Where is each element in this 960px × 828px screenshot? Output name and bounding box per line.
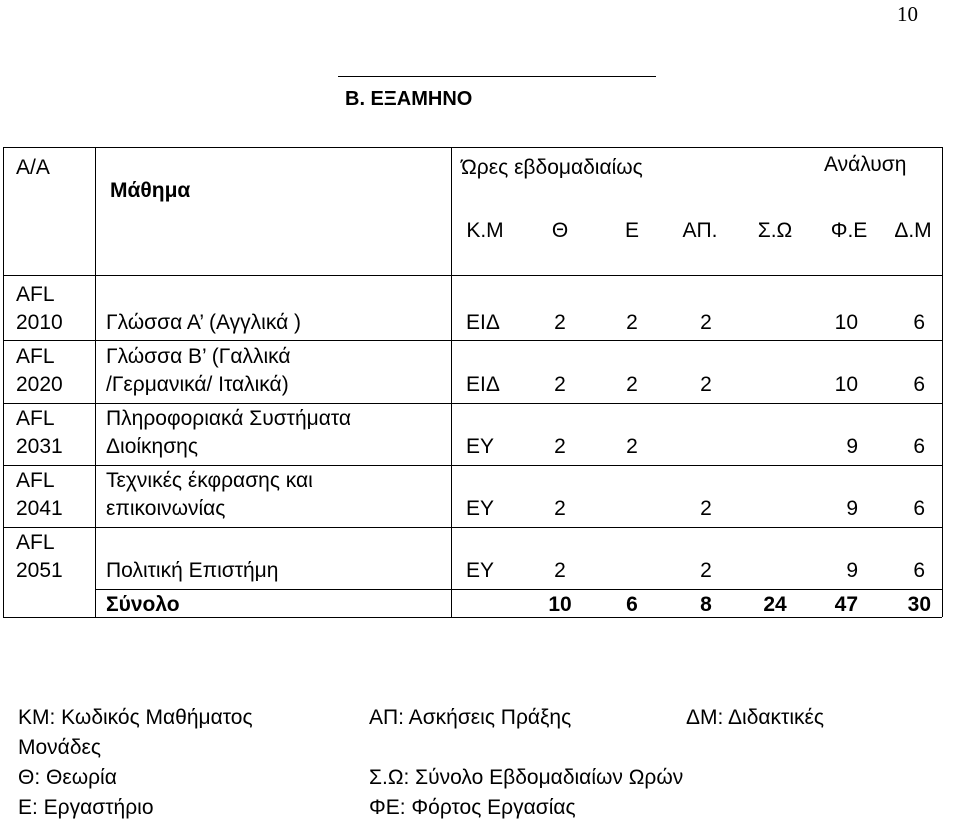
row4-km: ΕΥ [466, 497, 495, 520]
row4-code-number: 2041 [16, 497, 63, 520]
row4-dm: 6 [913, 497, 925, 520]
row3-title-line1: Πληροφοριακά Συστήματα [106, 407, 352, 430]
legend-dm: ΔΜ: Διδακτικές [686, 706, 824, 729]
row4-code-prefix: AFL [16, 469, 55, 492]
row4-th: 2 [554, 497, 566, 520]
row2-so: 2 [700, 373, 712, 396]
header-col-fe: Φ.Ε [830, 219, 868, 242]
row3-fe: 9 [846, 435, 858, 458]
table-divider-course [451, 147, 452, 617]
row3-title-line2: Διοίκησης [106, 435, 198, 458]
row1-code-prefix: AFL [16, 283, 55, 306]
table-border-left [3, 147, 4, 617]
row1-ap: 2 [626, 311, 638, 334]
total-dm: 30 [907, 593, 931, 616]
legend-ap: ΑΠ: Ασκήσεις Πράξης [369, 706, 572, 729]
row1-so: 2 [700, 311, 712, 334]
row2-dm: 6 [913, 373, 925, 396]
row4-fe: 9 [846, 497, 858, 520]
page-number: 10 [897, 2, 918, 26]
row2-title-line1: Γλώσσα Β’ (Γαλλικά [106, 345, 291, 368]
total-th: 10 [548, 593, 572, 616]
row4-title-line2: επικοινωνίας [106, 497, 226, 520]
table-border-right [942, 147, 943, 617]
row3-code-number: 2031 [16, 435, 63, 458]
row1-km: ΕΙΔ [466, 311, 500, 334]
row1-code-number: 2010 [16, 311, 63, 334]
row3-km: ΕΥ [466, 435, 495, 458]
total-divider [95, 589, 942, 590]
header-rule [338, 76, 656, 77]
row5-dm: 6 [913, 559, 925, 582]
total-label: Σύνολο [106, 593, 180, 616]
table-divider-code [95, 147, 96, 617]
row1-fe: 10 [834, 311, 858, 334]
row5-ap: 2 [700, 559, 712, 582]
header-col-km: Κ.Μ [466, 219, 504, 242]
row1-dm: 6 [913, 311, 925, 334]
row2-fe: 10 [834, 373, 858, 396]
row5-code-number: 2051 [16, 559, 63, 582]
row-divider-2 [3, 403, 942, 404]
total-so: 24 [763, 593, 787, 616]
row1-title: Γλώσσα Α’ (Αγγλικά ) [106, 311, 302, 334]
legend-km: ΚΜ: Κωδικός Μαθήματος [18, 706, 253, 729]
header-col-e: Ε [624, 219, 640, 242]
total-fe: 47 [834, 593, 858, 616]
legend-dm-continued: Μονάδες [18, 736, 101, 759]
row2-th: 2 [554, 373, 566, 396]
row5-fe: 9 [846, 559, 858, 582]
header-hours: Ώρες εβδομαδιαίως [461, 156, 643, 179]
row2-code-number: 2020 [16, 373, 63, 396]
legend-e: Ε: Εργαστήριο [18, 796, 154, 819]
header-col-so: Σ.Ω [757, 219, 793, 242]
row5-title: Πολιτική Επιστήμη [106, 559, 279, 582]
row5-km: ΕΥ [466, 559, 495, 582]
row4-ap: 2 [700, 497, 712, 520]
row3-dm: 6 [913, 435, 925, 458]
total-e: 6 [626, 593, 638, 616]
total-ap: 8 [700, 593, 712, 616]
row5-th: 2 [554, 559, 566, 582]
table-border-top [3, 147, 942, 148]
header-aa: Α/Α [16, 156, 50, 179]
row5-code-prefix: AFL [16, 531, 55, 554]
row-divider-3 [3, 465, 942, 466]
row-divider-4 [3, 527, 942, 528]
row4-title-line1: Τεχνικές έκφρασης και [106, 469, 313, 492]
legend-fe: ΦΕ: Φόρτος Εργασίας [369, 796, 576, 819]
legend-so: Σ.Ω: Σύνολο Εβδομαδιαίων Ωρών [369, 766, 684, 789]
row2-ap: 2 [626, 373, 638, 396]
row-divider-1 [3, 340, 942, 341]
row2-code-prefix: AFL [16, 345, 55, 368]
header-course: Μάθημα [110, 179, 191, 202]
header-col-th: Θ [551, 219, 569, 242]
legend-th: Θ: Θεωρία [18, 766, 117, 789]
row2-title-line2: /Γερμανικά/ Ιταλικά) [106, 373, 289, 396]
header-col-ap: ΑΠ. [682, 219, 718, 242]
row2-km: ΕΙΔ [466, 373, 500, 396]
header-analysis: Ανάλυση [824, 153, 907, 176]
semester-title: Β. ΕΞΑΜΗΝΟ [345, 88, 473, 110]
header-col-dm: Δ.Μ [894, 219, 932, 242]
table-header-bottom [3, 275, 942, 276]
row3-th: 2 [554, 435, 566, 458]
row3-code-prefix: AFL [16, 407, 55, 430]
row3-e: 2 [626, 435, 638, 458]
row1-th: 2 [554, 311, 566, 334]
